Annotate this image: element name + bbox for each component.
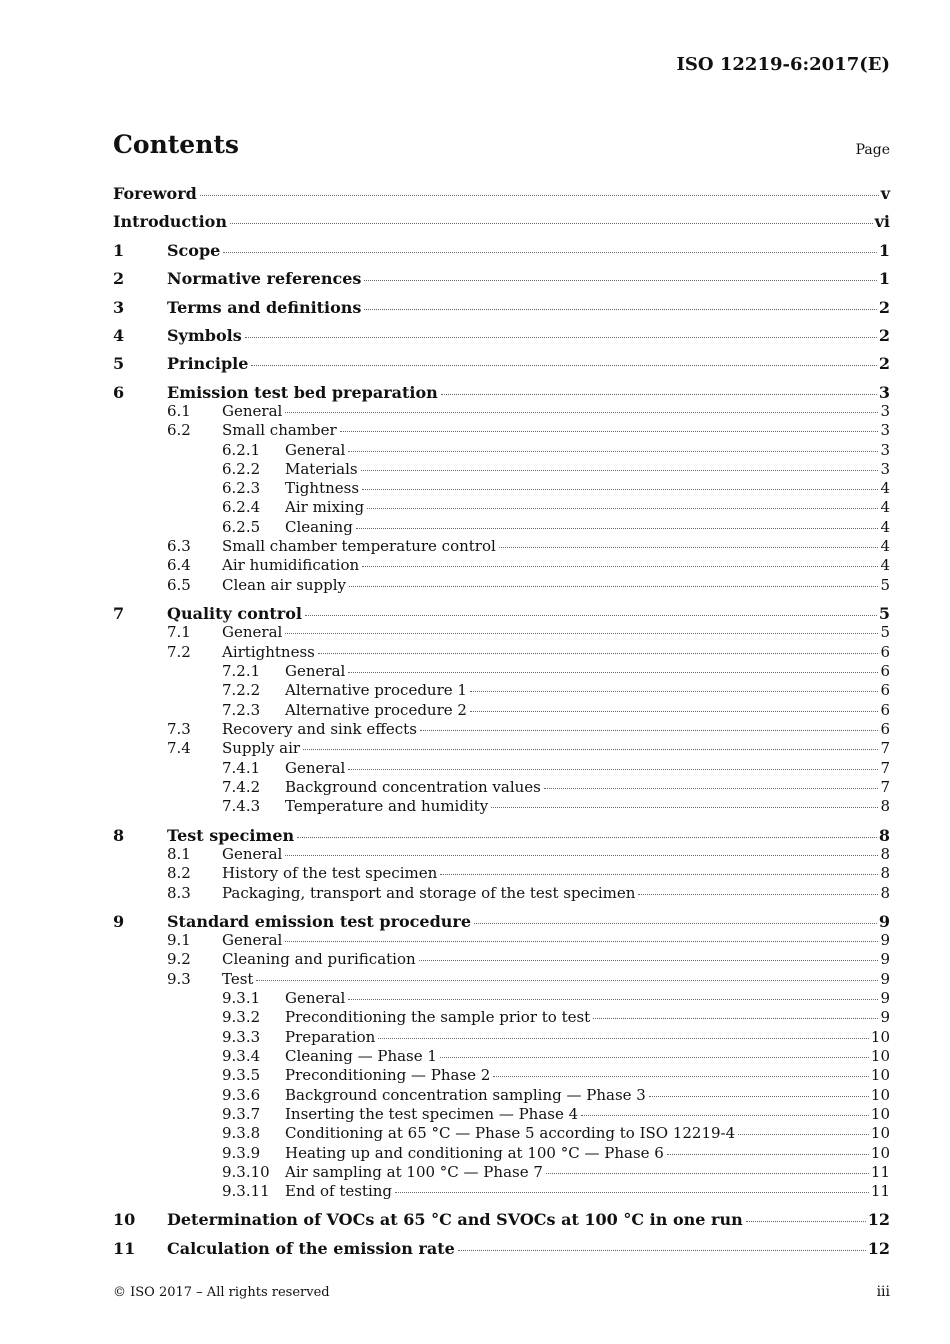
toc-entry[interactable] (113, 383, 890, 402)
dot-leader (458, 1249, 866, 1251)
dot-leader (285, 854, 878, 856)
toc-entry-page: 9 (880, 1008, 890, 1026)
toc-entry-title: General (285, 759, 346, 777)
toc-entry-page: 10 (870, 1047, 890, 1065)
toc-entry[interactable] (113, 912, 890, 931)
toc-entry-number: 9.3 (167, 970, 191, 988)
toc-entry-page: 6 (880, 681, 890, 699)
toc-entry-title: Heating up and conditioning at 100 °C — Phase 6 (285, 1144, 664, 1162)
toc-entry-title: Background concentration values (285, 778, 541, 796)
toc-entry[interactable] (222, 681, 890, 699)
toc-entry-number: 7.2.1 (222, 662, 261, 680)
dot-leader (470, 690, 878, 692)
toc-entry-title: Recovery and sink effects (222, 720, 417, 738)
toc-entry-number: 1 (113, 241, 125, 260)
dot-leader (362, 488, 878, 490)
toc-entry-number: 7.4 (167, 739, 191, 757)
toc-entry[interactable] (113, 1210, 890, 1229)
toc-entry-title: Principle (167, 354, 249, 373)
toc-entry-page: 9 (880, 931, 890, 949)
toc-entry-page: 2 (878, 326, 890, 345)
toc-entry-title: General (285, 662, 346, 680)
dot-leader (649, 1095, 869, 1097)
toc-entry-title: Emission test bed preparation (167, 383, 438, 402)
toc-entry-number: 9.3.3 (222, 1028, 261, 1046)
toc-entry-number: 10 (113, 1210, 136, 1229)
dot-leader (362, 565, 878, 567)
toc-entry-number: 8 (113, 826, 125, 845)
toc-entry-number: 8.3 (167, 884, 191, 902)
dot-leader (245, 336, 877, 338)
toc-entry-number: 3 (113, 298, 125, 317)
toc-entry-page: 1 (878, 269, 890, 288)
toc-entry-title: Temperature and humidity (285, 797, 489, 815)
toc-entry-page: 9 (880, 970, 890, 988)
toc-entry-title: Tightness (285, 479, 360, 497)
toc-entry-number: 7.2 (167, 643, 191, 661)
toc-entry[interactable] (222, 989, 890, 1007)
toc-entry-title: Preparation (285, 1028, 376, 1046)
toc-entry-page: vi (874, 212, 890, 231)
toc-entry[interactable] (113, 241, 890, 260)
toc-entry[interactable] (222, 1163, 890, 1181)
dot-leader (544, 787, 879, 789)
dot-leader (348, 998, 878, 1000)
toc-entry-page: 12 (867, 1210, 890, 1229)
dot-leader (546, 1172, 869, 1174)
toc-entry-page: 3 (880, 441, 890, 459)
toc-entry-number: 6.2 (167, 421, 191, 439)
toc-entry-title: Determination of VOCs at 65 °C and SVOCs at 100 °C in one run (167, 1210, 743, 1229)
toc-entry-number: 6 (113, 383, 125, 402)
toc-entry-page: 10 (870, 1086, 890, 1104)
toc-entry-title: General (222, 623, 283, 641)
toc-entry[interactable] (113, 184, 890, 203)
toc-entry-number: 6.2.1 (222, 441, 261, 459)
dot-leader (581, 1114, 869, 1116)
dot-leader (440, 1056, 869, 1058)
toc-entry-page: 9 (880, 989, 890, 1007)
dot-leader (348, 450, 878, 452)
dot-leader (285, 940, 878, 942)
toc-entry-page: 10 (870, 1028, 890, 1046)
toc-entry[interactable] (222, 1028, 890, 1046)
toc-entry[interactable] (222, 1105, 890, 1123)
toc-entry-page: 3 (880, 402, 890, 420)
toc-entry-number: 7.4.2 (222, 778, 261, 796)
toc-entry-title: General (222, 931, 283, 949)
toc-entry-page: 4 (880, 479, 890, 497)
toc-entry-page: 9 (880, 950, 890, 968)
dot-leader (230, 222, 873, 224)
dot-leader (318, 652, 879, 654)
toc-entry-title: Preconditioning the sample prior to test (285, 1008, 591, 1026)
toc-entry[interactable] (167, 845, 890, 863)
toc-entry-page: 10 (870, 1066, 890, 1084)
toc-entry-title: Inserting the test specimen — Phase 4 (285, 1105, 579, 1123)
toc-entry-number: 9.3.8 (222, 1124, 261, 1142)
toc-entry-number: 7.2.2 (222, 681, 261, 699)
dot-leader (420, 729, 879, 731)
toc-entry-number: 11 (113, 1239, 136, 1258)
toc-entry[interactable] (167, 950, 890, 968)
toc-entry-title: Clean air supply (222, 576, 347, 594)
toc-entry-title: Air humidification (222, 556, 360, 574)
toc-entry[interactable] (113, 326, 890, 345)
toc-entry-page: 8 (880, 845, 890, 863)
toc-entry-page: 10 (870, 1124, 890, 1142)
toc-entry-number: 8.1 (167, 845, 191, 863)
toc-entry[interactable] (113, 604, 890, 623)
toc-entry[interactable] (167, 720, 890, 738)
toc-entry-title: Air mixing (285, 498, 365, 516)
toc-entry[interactable] (222, 1047, 890, 1065)
toc-entry-title: Foreword (113, 184, 197, 203)
toc-entry-page: 9 (878, 912, 890, 931)
toc-entry[interactable] (222, 498, 890, 516)
toc-entry-number: 5 (113, 354, 125, 373)
toc-entry-title: Preconditioning — Phase 2 (285, 1066, 491, 1084)
toc-entry[interactable] (113, 1239, 890, 1258)
dot-leader (285, 632, 878, 634)
toc-entry-title: Supply air (222, 739, 301, 757)
toc-entry-title: General (222, 402, 283, 420)
dot-leader (491, 806, 878, 808)
toc-entry[interactable] (222, 778, 890, 796)
dot-leader (297, 836, 877, 838)
dot-leader (738, 1133, 869, 1135)
toc-entry-title: Quality control (167, 604, 302, 623)
dot-leader (305, 614, 877, 616)
toc-entry[interactable] (113, 826, 890, 845)
dot-leader (499, 546, 879, 548)
toc-entry-number: 7.4.1 (222, 759, 261, 777)
toc-entry-title: Cleaning and purification (222, 950, 416, 968)
toc-entry[interactable] (222, 759, 890, 777)
toc-entry-page: 8 (878, 826, 890, 845)
toc-entry-page: 6 (880, 643, 890, 661)
toc-entry-title: Background concentration sampling — Phase 3 (285, 1086, 646, 1104)
toc-entry-page: 4 (880, 537, 890, 555)
toc-entry-title: Normative references (167, 269, 362, 288)
toc-entry-page: 2 (878, 354, 890, 373)
toc-entry[interactable] (222, 479, 890, 497)
toc-entry-page: 5 (880, 623, 890, 641)
toc-entry-title: Cleaning (285, 518, 353, 536)
dot-leader (285, 411, 878, 413)
dot-leader (200, 194, 879, 196)
dot-leader (340, 430, 879, 432)
toc-entry-number: 9.3.5 (222, 1066, 261, 1084)
dot-leader (395, 1191, 869, 1193)
toc-entry[interactable] (167, 576, 890, 594)
toc-entry-number: 8.2 (167, 864, 191, 882)
toc-entry-page: 7 (880, 759, 890, 777)
toc-entry-number: 9.1 (167, 931, 191, 949)
toc-entry-title: History of the test specimen (222, 864, 438, 882)
toc-entry-number: 6.5 (167, 576, 191, 594)
toc-entry[interactable] (113, 269, 890, 288)
dot-leader (470, 710, 878, 712)
toc-entry[interactable] (167, 864, 890, 882)
dot-leader (364, 308, 876, 310)
toc-entry-title: Scope (167, 241, 221, 260)
toc-entry-page: 3 (880, 421, 890, 439)
toc-entry[interactable] (167, 402, 890, 420)
toc-entry-page: 6 (880, 701, 890, 719)
toc-entry[interactable] (113, 298, 890, 317)
page-title: Contents (113, 130, 240, 159)
dot-leader (493, 1075, 869, 1077)
toc-entry-title: Standard emission test procedure (167, 912, 472, 931)
toc-entry[interactable] (113, 354, 890, 373)
dot-leader (356, 527, 879, 529)
toc-entry[interactable] (167, 739, 890, 757)
toc-entry-title: Cleaning — Phase 1 (285, 1047, 437, 1065)
toc-entry[interactable] (167, 421, 890, 439)
dot-leader (474, 922, 877, 924)
toc-entry-number: 6.4 (167, 556, 191, 574)
dot-leader (440, 873, 878, 875)
toc-entry-number: 6.2.5 (222, 518, 261, 536)
toc-entry-number: 9.3.1 (222, 989, 261, 1007)
toc-entry-number: 7 (113, 604, 125, 623)
toc-entry-title: General (285, 989, 346, 1007)
toc-entry[interactable] (222, 1124, 890, 1142)
dot-leader (303, 748, 878, 750)
toc-entry[interactable] (167, 537, 890, 555)
toc-entry-title: General (222, 845, 283, 863)
dot-leader (419, 959, 879, 961)
toc-entry[interactable] (167, 931, 890, 949)
document-id: ISO 12219-6:2017(E) (676, 54, 890, 75)
toc-entry-number: 9.3.2 (222, 1008, 261, 1026)
toc-entry[interactable] (222, 1144, 890, 1162)
dot-leader (746, 1220, 866, 1222)
toc-entry-number: 9.3.6 (222, 1086, 261, 1104)
toc-entry[interactable] (222, 662, 890, 680)
toc-entry-number: 6.3 (167, 537, 191, 555)
toc-entry-number: 6.2.4 (222, 498, 261, 516)
dot-leader (348, 768, 878, 770)
toc-entry-title: Terms and definitions (167, 298, 362, 317)
toc-entry[interactable] (222, 441, 890, 459)
toc-entry-title: Introduction (113, 212, 227, 231)
toc-entry-number: 6.1 (167, 402, 191, 420)
dot-leader (223, 251, 877, 253)
dot-leader (593, 1017, 878, 1019)
toc-entry[interactable] (167, 643, 890, 661)
toc-entry-page: 3 (880, 460, 890, 478)
toc-entry[interactable] (167, 556, 890, 574)
toc-entry-number: 9.3.10 (222, 1163, 270, 1181)
toc-entry-page: 4 (880, 498, 890, 516)
dot-leader (367, 507, 878, 509)
toc-entry-title: Small chamber temperature control (222, 537, 496, 555)
toc-entry-number: 7.4.3 (222, 797, 261, 815)
toc-entry[interactable] (222, 1086, 890, 1104)
toc-entry-title: Conditioning at 65 °C — Phase 5 according to ISO 12219-4 (285, 1124, 736, 1142)
toc-entry[interactable] (222, 1008, 890, 1026)
toc-entry-page: 7 (880, 778, 890, 796)
toc-entry-title: Airtightness (222, 643, 315, 661)
toc-entry[interactable] (222, 1182, 890, 1200)
toc-entry[interactable] (167, 970, 890, 988)
dot-leader (441, 393, 877, 395)
toc-entry-page: 8 (880, 864, 890, 882)
toc-entry-title: Materials (285, 460, 358, 478)
toc-entry[interactable] (167, 623, 890, 641)
dot-leader (667, 1153, 869, 1155)
dot-leader (364, 279, 876, 281)
toc-entry-title: Test specimen (167, 826, 295, 845)
dot-leader (349, 585, 878, 587)
dot-leader (638, 893, 878, 895)
toc-entry-number: 7.3 (167, 720, 191, 738)
toc-entry-title: Symbols (167, 326, 242, 345)
toc-entry-number: 9.3.9 (222, 1144, 261, 1162)
page-column-label: Page (855, 142, 890, 158)
dot-leader (256, 979, 878, 981)
toc-entry-page: 5 (878, 604, 890, 623)
toc-entry-title: End of testing (285, 1182, 393, 1200)
toc-entry[interactable] (113, 212, 890, 231)
toc-entry-number: 6.2.3 (222, 479, 261, 497)
toc-entry-number: 9.3.11 (222, 1182, 270, 1200)
toc-entry-page: 10 (870, 1144, 890, 1162)
toc-entry[interactable] (222, 518, 890, 536)
toc-entry-page: 10 (870, 1105, 890, 1123)
toc-entry-title: Small chamber (222, 421, 337, 439)
toc-entry-page: 4 (880, 556, 890, 574)
toc-entry-title: Test (222, 970, 254, 988)
toc-entry-page: 1 (878, 241, 890, 260)
toc-entry-page: 2 (878, 298, 890, 317)
toc-entry-number: 9.3.4 (222, 1047, 261, 1065)
toc-entry-page: 5 (880, 576, 890, 594)
toc-entry-page: 6 (880, 720, 890, 738)
toc-entry[interactable] (167, 884, 890, 902)
toc-entry-page: 11 (870, 1182, 890, 1200)
toc-entry-number: 2 (113, 269, 125, 288)
toc-entry-title: Packaging, transport and storage of the test specimen (222, 884, 636, 902)
toc-entry-page: 4 (880, 518, 890, 536)
dot-leader (361, 469, 879, 471)
toc-entry-title: Calculation of the emission rate (167, 1239, 455, 1258)
toc-entry-number: 4 (113, 326, 125, 345)
toc-entry-page: 8 (880, 884, 890, 902)
dot-leader (251, 364, 876, 366)
toc-entry-page: 8 (880, 797, 890, 815)
toc-entry-page: 6 (880, 662, 890, 680)
toc-entry[interactable] (222, 797, 890, 815)
toc-entry-number: 7.2.3 (222, 701, 261, 719)
toc-entry-title: Alternative procedure 2 (285, 701, 467, 719)
toc-entry-page: 7 (880, 739, 890, 757)
toc-entry-title: Alternative procedure 1 (285, 681, 467, 699)
dot-leader (348, 671, 878, 673)
copyright-footer: © ISO 2017 – All rights reserved (113, 1285, 330, 1300)
toc-entry-number: 9.3.7 (222, 1105, 261, 1123)
toc-entry-title: Air sampling at 100 °C — Phase 7 (285, 1163, 543, 1181)
toc-entry-number: 9 (113, 912, 125, 931)
page-number: iii (876, 1284, 890, 1300)
toc-entry-number: 7.1 (167, 623, 191, 641)
dot-leader (378, 1037, 869, 1039)
toc-entry-number: 9.2 (167, 950, 191, 968)
toc-entry-page: 11 (870, 1163, 890, 1181)
toc-entry-page: 3 (878, 383, 890, 402)
toc-entry[interactable] (222, 460, 890, 478)
toc-entry[interactable] (222, 1066, 890, 1084)
toc-entry-title: General (285, 441, 346, 459)
toc-entry-page: 12 (867, 1239, 890, 1258)
toc-entry[interactable] (222, 701, 890, 719)
toc-entry-number: 6.2.2 (222, 460, 261, 478)
toc-entry-page: v (880, 184, 890, 203)
